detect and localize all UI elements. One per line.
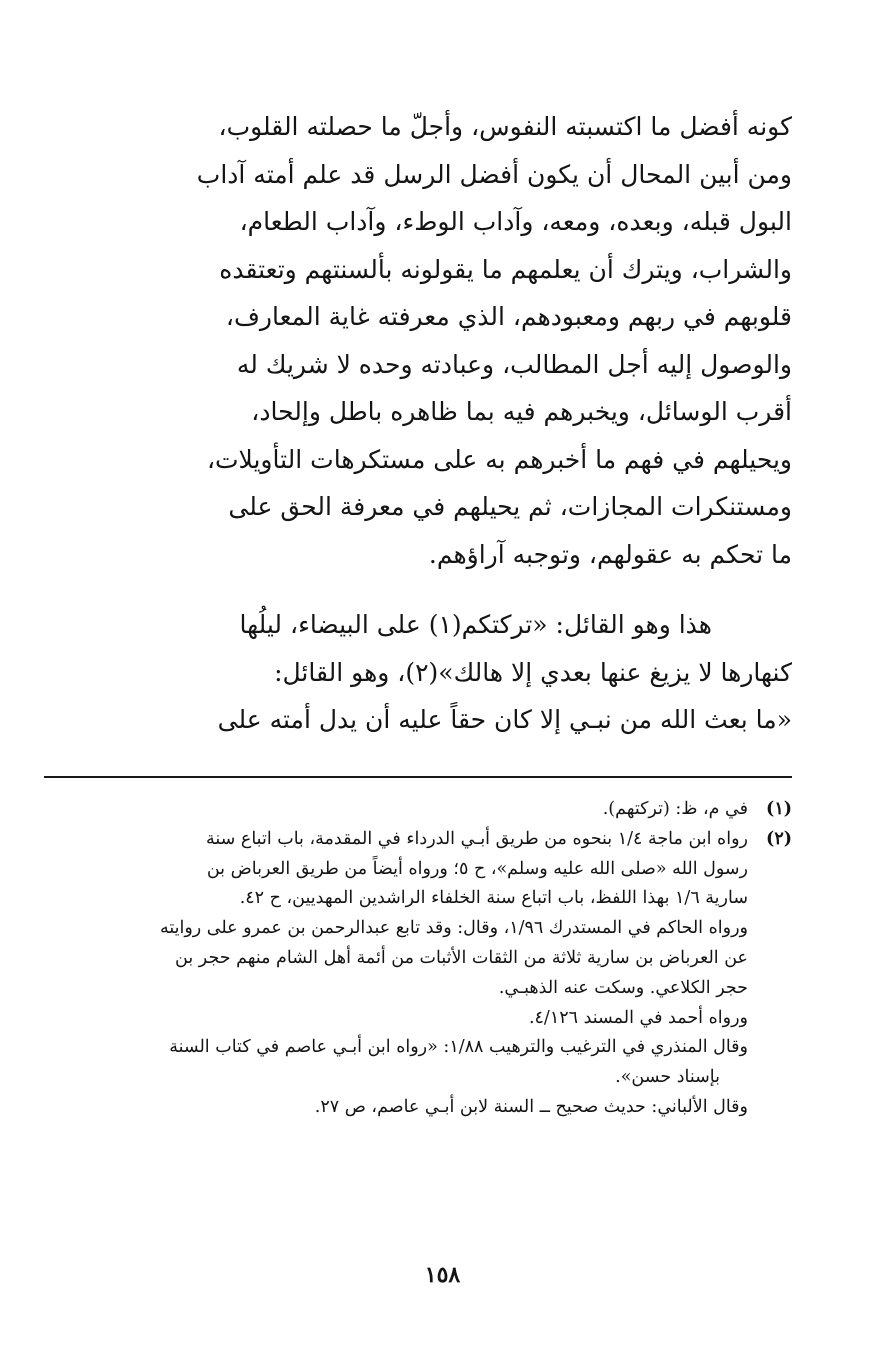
footnote-divider [44, 776, 792, 778]
footnote-line: في م، ظ: (تركتهم). [602, 799, 748, 819]
footnotes [44, 795, 792, 1123]
footnote-line: بإسناد حسن». [615, 1067, 720, 1088]
footnote-body [44, 825, 748, 1123]
main-line: والشراب، ويترك أن يعلمهم ما يقولونه بألسنتهم وتعتقده [219, 254, 792, 284]
footnote-line: ورواه أحمد في المسند ٤/١٢٦. [528, 1007, 748, 1028]
footnote-number: (٢) [766, 828, 792, 849]
footnote-1 [44, 795, 792, 825]
main-line: البول قبله، وبعده، ومعه، وآداب الوطء، وآداب الطعام، [239, 207, 792, 236]
main-paragraph-2 [44, 601, 792, 744]
footnote-number: (١) [766, 799, 792, 819]
main-line: كونه أفضل ما اكتسبته النفوس، وأجلّ ما حصلته القلوب، [218, 112, 792, 141]
footnote-line: عن العرباض بن سارية ثلاثة من الثقات الأثبات من أئمة أهل الشام منهم حجر بن [175, 947, 748, 968]
footnote-line: وقال المنذري في الترغيب والترهيب ١/٨٨: «رواه ابن أبـي عاصم في كتاب السنة [169, 1037, 748, 1058]
footnote-line: سارية ١/٦ بهذا اللفظ، باب اتباع سنة الخلفاء الراشدين المهديين، ح ٤٢. [239, 888, 748, 909]
footnote-2 [44, 825, 792, 1123]
footnote-body [44, 795, 748, 825]
footnote-line: رسول الله «صلى الله عليه وسلم»، ح ٥؛ ورواه أيضاً من طريق العرباض بن [206, 858, 748, 879]
footnote-line: وقال الألباني: حديث صحيح ــ السنة لابن أبـي عاصم، ص ٢٧. [314, 1096, 748, 1117]
main-line: ما تحكم به عقولهم، وتوجبه آراؤهم. [428, 539, 792, 569]
page-number: ١٥٨ [424, 1262, 461, 1288]
main-line: والوصول إليه أجل المطالب، وعبادته وحده لا شريك له [236, 349, 792, 379]
main-line: قلوبهم في ربهم ومعبودهم، الذي معرفته غاية المعارف، [225, 302, 792, 331]
main-line: ومستنكرات المجازات، ثم يحيلهم في معرفة الحق على [228, 492, 792, 521]
footnote-line: ورواه الحاكم في المستدرك ١/٩٦، وقال: وقد تابع عبدالرحمن بن عمرو على روايته [159, 918, 748, 939]
main-line: ومن أبين المحال أن يكون أفضل الرسل قد علم أمته آداب [196, 159, 792, 189]
main-line: هذا وهو القائل: «تركتكم(١) على البيضاء، ليلُها [239, 610, 712, 639]
main-line: ويحيلهم في فهم ما أخبرهم به على مستكرهات التأويلات، [206, 444, 792, 474]
footnote-line: حجر الكلاعي. وسكت عنه الذهبـي. [498, 977, 748, 998]
main-line: «ما بعث الله من نبـي إلا كان حقاً عليه أن يدل أمته على [217, 705, 792, 734]
main-line: أقرب الوسائل، ويخبرهم فيه بما ظاهره باطل وإلحاد، [251, 397, 792, 426]
main-line: كنهارها لا يزيغ عنها بعدي إلا هالك»(٢)، وهو القائل: [274, 657, 792, 687]
main-paragraph-1 [44, 103, 792, 578]
footnote-line: رواه ابن ماجة ١/٤ بنحوه من طريق أبـي الدرداء في المقدمة، باب اتباع سنة [206, 828, 748, 849]
